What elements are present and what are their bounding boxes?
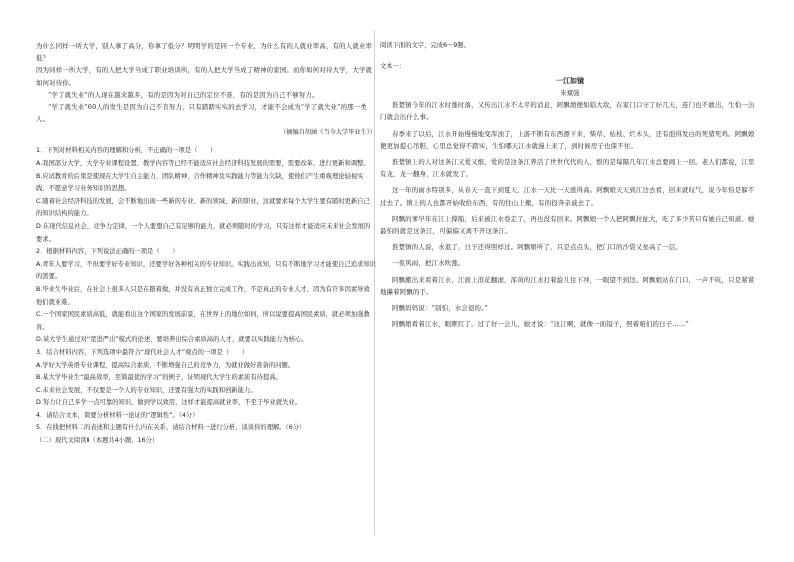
question-line: 2．根据材料内容，下列说法正确的一项是（ ） (36, 248, 179, 256)
passage-source: （摘编自胡涵《当今大学毕业生》） (280, 129, 376, 137)
option-line: C.一个国家国民素质高低，就能看出这个国家的发展前景，在世界上的地位如何，所以说要提高国民素质，就必须加强教育。 (36, 311, 370, 331)
story-paragraph: 阿飘搬出来看着江水，江面上浪花翻滚，浑黄的江水打着旋儿往下冲，一眼望不到边。阿飘娘站在门口，一声不吭，只是紧紧地攥着阿飘的手。 (380, 275, 755, 296)
reading-instruction: 阅读下面的文字，完成6～9题。 (380, 42, 470, 49)
question-line: 5．在线把材料二的表述和主题有什么内在关系，请结合材料一进行分析，谈谈你的理解。（6分） (36, 424, 306, 432)
option-line: D.努力让自己多学一点可靠的知识，做到学以致用，这样才能提高就业率，不至于毕业就失业。 (36, 399, 302, 407)
option-line: C.随着社会经济科技的发展，会不断地出现一些新的专业、新的领域、新的职业，这就要求每个大学生要有随时更新自己的知识结构的能力。 (36, 197, 370, 218)
passage-paragraph: 因为同样一所大学，有的人把大学当成了职业培训所，有的人把大学当成了精神的家园。而你如何对待大学，大学就如何对待你。 (36, 66, 373, 87)
story-paragraph: 阿飘妈妈说：“别怕，水会退的。” (392, 304, 489, 313)
option-line: A.我国部分大学，大学专业课程设置、教学内容等已经不能适应社会经济科技发展的需要，需要改革，进行更新和调整。 (36, 160, 370, 168)
section-heading: （二）现代文阅读Ⅱ（本题共4小题，16分） (36, 437, 159, 445)
text-label: 文本一： (380, 62, 406, 70)
story-paragraph: 淮楚镇的人说，水退了，日子还得照样过。阿飘娘听了，只是点点头，把门口的沙袋又垒高了一层。 (392, 243, 682, 252)
passage-paragraph: “学了就失业”60人的发生是因为自己不肯努力，只有踏踏实实的去学习，才能不会成为“学了就失业”的那一类人。 (36, 103, 367, 124)
option-line: B.应试教育的后果是使现在大学生自主能力、团队精神、合作精神及实践能力等能力欠缺，使他们产生重视理论轻视实践、不愿意学习业务知识的思想。 (36, 172, 364, 193)
option-line: A.学好大学英语专业课程，提高综合素质，不断增强自己的竞争力，为就业做好准备的问题。 (36, 361, 295, 369)
passage-paragraph: “学了就失业”的人现在越来越多，有的是因为对自己的定位不准，有的是因为自己不够努力。 (48, 90, 319, 99)
story-body (380, 99, 760, 330)
passage-paragraph: 为什么同样一所大学，别人拿了高分，你拿了低分？明明学的是同一个专业，为什么有的人就业率高，有的人就业率低？ (36, 42, 373, 63)
option-line: B.毕业生毕业后，在社会上很多人只是在跟着做，并没有真正独立完成工作，不是真正的专业人才，因为有许多因素导致他们就业难。 (36, 285, 370, 306)
story-paragraph: 一夜风雨，把江水吹涨。 (392, 259, 465, 268)
question-line: 1．下列对材料相关内容的理解和分析，不正确的一项是（ ） (36, 147, 217, 155)
option-line: B.某大学毕业生“最高效率，至简最优的学习”的例子，证明现代大学生的素质有待提高。 (36, 374, 282, 382)
story-paragraph: 淮楚镇上的人对这条江又爱又恨，爱的是这条江养活了世世代代的人，恨的是每隔几年江水总要闹上一回。老人们都说，江里有龙，龙一翻身，江水就发了。 (380, 158, 755, 179)
question-line: 4．请结合文本，简要分析材料一论证的“逻辑性”。（4分） (36, 411, 199, 419)
story-author: 朱斌强 (560, 89, 580, 98)
story-paragraph: 阿飘娘看着江水，眼眶红了。过了好一会儿，她才说：“这江啊，就像一面镜子，照着咱们的日子……” (392, 320, 689, 329)
left-column (36, 40, 376, 448)
option-line: C.未来社会发展，不仅要是一个人的专业知识，还要有强大的实践和创新能力。 (36, 386, 257, 394)
question-list (36, 145, 376, 447)
story-paragraph: 淮楚镇今年的江水时涨时落，又传出江水不太平的消息，阿飘娘便如临大敌，在家门口守了好几天，连门也不敢出，生怕一出门就会出什么事。 (380, 101, 755, 122)
right-column (380, 40, 760, 330)
option-line: D.在现代信息社会，竞争力定律，一个人要想自己有足够的能力，就必须随时的学习，只有这样才能适应未来社会发展的要求。 (36, 222, 371, 243)
option-line: D.某大学生通过对“宽进严出”模式的论述，要培养出综合素质高的人才，就要以实践能力为核心。 (36, 336, 308, 344)
question-line: 3．结合材料内容，下列选项中最符合“现代社会人才”观点的一项是（ ） (36, 348, 249, 356)
story-paragraph: 阿飘的爹早年在江上撑船，后来被江水卷走了，再也没有回来。阿飘娘一个人把阿飘拉扯大，吃了多少苦只有她自己知道。她最怕的就是这条江，可偏偏又离不开这条江。 (380, 214, 755, 236)
passage-text (36, 40, 376, 125)
story-title: 一江如镜 (556, 76, 584, 86)
story-paragraph: 这一年的雨水特别多，从春天一直下到夏天，江水一天比一天涨得高。阿飘娘天天到江边去看，回来就叹气，说今年怕是躲不过去了。镇上的人也都开始收拾东西，有的往山上搬，有的投奔亲戚去了。 (380, 186, 755, 207)
story-paragraph: 春季来了以后，江水开始慢慢地变浑浊了，上游不断有东西漂下来，柴草、枯枝、烂木头，还有泡得发白的死猪死鸡。阿飘娘便更加提心吊胆，心里总觉得不踏实，生怕哪天江水就漫上来了，到时候房子也保不住。 (380, 129, 755, 150)
option-line: A.青年人要学习，不但要学好专业知识，还要学好各种相关的专业知识。实践出真知，只有不断地学习才能使自己追求知识的需要。 (36, 260, 376, 281)
